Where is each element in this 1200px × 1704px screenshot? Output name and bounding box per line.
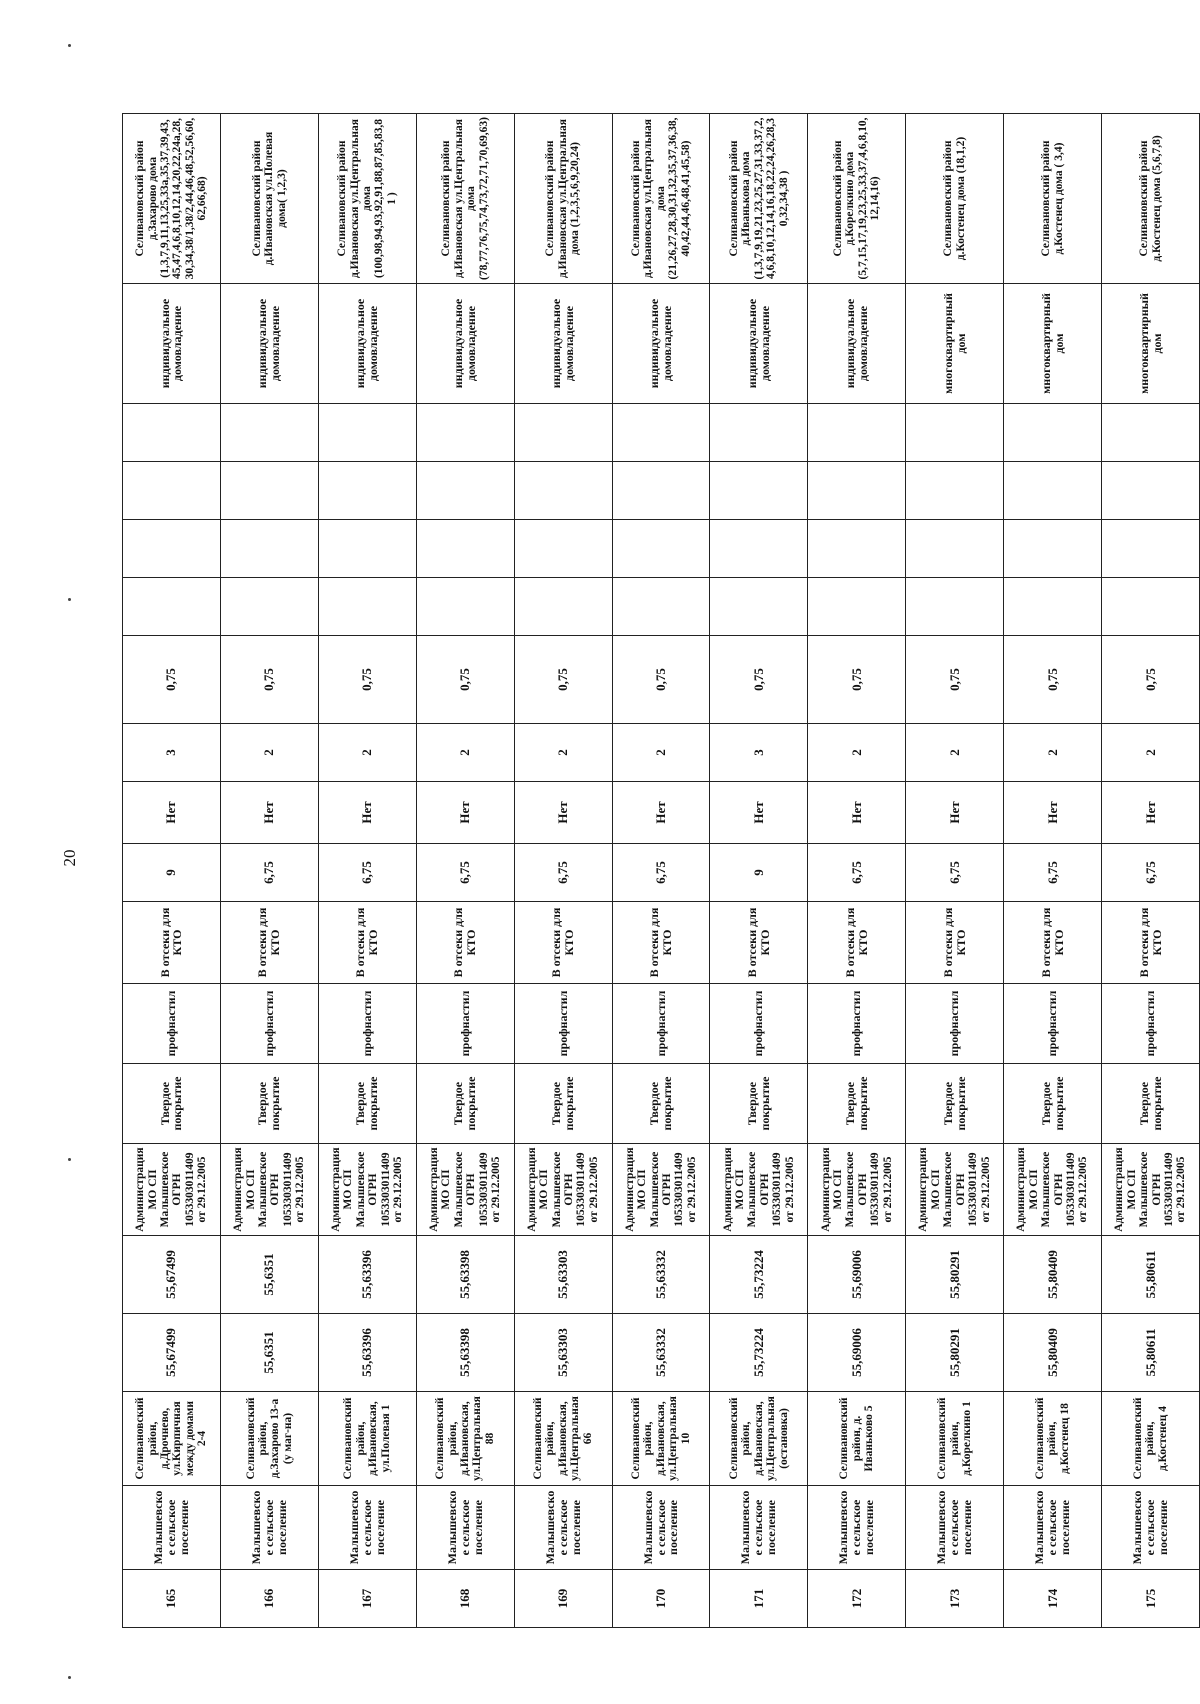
empty-cell xyxy=(612,404,710,462)
area-cell: 6,75 xyxy=(1004,844,1102,902)
location-cell: Селивановский район, д.Ивановская, ул.Центральная 88 xyxy=(416,1392,514,1486)
location-cell: Селивановский район, д. Иваньково 5 xyxy=(808,1392,906,1486)
location-cell: Селивановский район, д.Костенец 4 xyxy=(1102,1392,1200,1486)
owner-cell: Администрация МО СП Малышевское ОГРН 1053303011409 от 29.12.2005 xyxy=(220,1144,318,1236)
longitude-cell: 55,80409 xyxy=(1004,1236,1102,1314)
source-type-cell: многоквартирный дом xyxy=(1004,284,1102,404)
surface-cell: Твердое покрытие xyxy=(808,1064,906,1144)
empty-cell xyxy=(808,404,906,462)
latitude-cell: 55,73224 xyxy=(710,1314,808,1392)
location-cell: Селивановский район, д.Ивановская, ул.Центральная 10 xyxy=(612,1392,710,1486)
source-type-cell: индивидуальное домовладение xyxy=(220,284,318,404)
empty-cell xyxy=(1102,520,1200,578)
empty-cell xyxy=(710,520,808,578)
placement-cell: В отсеки для КТО xyxy=(808,902,906,984)
container-volume-cell: 0,75 xyxy=(1102,636,1200,724)
container-count-cell: 2 xyxy=(1102,724,1200,782)
waste-source-cell: Селивановский район д.Костенец дома (18,1,2) xyxy=(906,114,1004,284)
row-number: 169 xyxy=(514,1570,612,1628)
placement-cell: В отсеки для КТО xyxy=(1004,902,1102,984)
table-row xyxy=(710,114,808,1628)
canopy-cell: Нет xyxy=(808,782,906,844)
latitude-cell: 55,63396 xyxy=(318,1314,416,1392)
rotated-table-wrapper xyxy=(122,116,1200,1628)
empty-cell xyxy=(906,462,1004,520)
placement-cell: В отсеки для КТО xyxy=(318,902,416,984)
waste-source-cell: Селивановский район д.Костенец дома ( 3,4) xyxy=(1004,114,1102,284)
location-cell: Селивановский район, д.Корелкино 1 xyxy=(906,1392,1004,1486)
source-type-cell: индивидуальное домовладение xyxy=(514,284,612,404)
source-type-cell: многоквартирный дом xyxy=(1102,284,1200,404)
owner-cell: Администрация МО СП Малышевское ОГРН 1053303011409 от 29.12.2005 xyxy=(318,1144,416,1236)
empty-cell xyxy=(514,404,612,462)
container-count-cell: 2 xyxy=(318,724,416,782)
waste-source-cell: Селивановский район д.Ивановская ул.Центральная дома (78,77,76,75,74,73,72,71,70,69,63) xyxy=(416,114,514,284)
canopy-cell: Нет xyxy=(220,782,318,844)
longitude-cell: 55,63332 xyxy=(612,1236,710,1314)
fence-cell: профнастил xyxy=(612,984,710,1064)
container-volume-cell: 0,75 xyxy=(808,636,906,724)
settlement-cell: Малышевское сельское поселение xyxy=(514,1486,612,1570)
fence-cell: профнастил xyxy=(906,984,1004,1064)
scan-speck xyxy=(68,44,71,47)
fence-cell: профнастил xyxy=(220,984,318,1064)
owner-cell: Администрация МО СП Малышевское ОГРН 1053303011409 от 29.12.2005 xyxy=(1102,1144,1200,1236)
canopy-cell: Нет xyxy=(710,782,808,844)
empty-cell xyxy=(416,462,514,520)
latitude-cell: 55,69006 xyxy=(808,1314,906,1392)
longitude-cell: 55,80611 xyxy=(1102,1236,1200,1314)
owner-cell: Администрация МО СП Малышевское ОГРН 1053303011409 от 29.12.2005 xyxy=(514,1144,612,1236)
area-cell: 6,75 xyxy=(416,844,514,902)
waste-source-cell: Селивановский район д.Захарово дома (1,3,7,9,11,13,25,33а,35,37,39,43,45,47,4,6,8,10,12,14,20,22,24а,28,30,34,38/1,38/2,44,46,48,52,56,60,62,66,68) xyxy=(123,114,221,284)
placement-cell: В отсеки для КТО xyxy=(612,902,710,984)
empty-cell xyxy=(710,404,808,462)
empty-cell xyxy=(123,520,221,578)
area-cell: 9 xyxy=(123,844,221,902)
empty-cell xyxy=(710,578,808,636)
canopy-cell: Нет xyxy=(1102,782,1200,844)
settlement-cell: Малышевское сельское поселение xyxy=(612,1486,710,1570)
latitude-cell: 55,63303 xyxy=(514,1314,612,1392)
empty-cell xyxy=(123,462,221,520)
container-volume-cell: 0,75 xyxy=(123,636,221,724)
surface-cell: Твердое покрытие xyxy=(1004,1064,1102,1144)
longitude-cell: 55,63398 xyxy=(416,1236,514,1314)
longitude-cell: 55,69006 xyxy=(808,1236,906,1314)
canopy-cell: Нет xyxy=(906,782,1004,844)
row-number: 173 xyxy=(906,1570,1004,1628)
table-row xyxy=(416,114,514,1628)
area-cell: 6,75 xyxy=(220,844,318,902)
fence-cell: профнастил xyxy=(710,984,808,1064)
empty-cell xyxy=(318,520,416,578)
table-row xyxy=(808,114,906,1628)
empty-cell xyxy=(1102,578,1200,636)
empty-cell xyxy=(1004,520,1102,578)
fence-cell: профнастил xyxy=(808,984,906,1064)
scan-speck xyxy=(68,1158,71,1161)
empty-cell xyxy=(220,578,318,636)
empty-cell xyxy=(416,520,514,578)
row-number: 170 xyxy=(612,1570,710,1628)
container-volume-cell: 0,75 xyxy=(1004,636,1102,724)
empty-cell xyxy=(612,462,710,520)
latitude-cell: 55,63398 xyxy=(416,1314,514,1392)
surface-cell: Твердое покрытие xyxy=(416,1064,514,1144)
empty-cell xyxy=(1004,404,1102,462)
owner-cell: Администрация МО СП Малышевское ОГРН 1053303011409 от 29.12.2005 xyxy=(123,1144,221,1236)
row-number: 171 xyxy=(710,1570,808,1628)
canopy-cell: Нет xyxy=(1004,782,1102,844)
row-number: 166 xyxy=(220,1570,318,1628)
empty-cell xyxy=(220,404,318,462)
fence-cell: профнастил xyxy=(416,984,514,1064)
waste-source-cell: Селивановский район д.Костенец дома (5,6,7,8) xyxy=(1102,114,1200,284)
surface-cell: Твердое покрытие xyxy=(514,1064,612,1144)
longitude-cell: 55,63396 xyxy=(318,1236,416,1314)
settlement-cell: Малышевское сельское поселение xyxy=(1004,1486,1102,1570)
container-volume-cell: 0,75 xyxy=(710,636,808,724)
source-type-cell: индивидуальное домовладение xyxy=(710,284,808,404)
table-body xyxy=(123,114,1200,1628)
table-row xyxy=(906,114,1004,1628)
canopy-cell: Нет xyxy=(514,782,612,844)
empty-cell xyxy=(612,520,710,578)
scan-speck xyxy=(68,1676,71,1679)
container-volume-cell: 0,75 xyxy=(220,636,318,724)
source-type-cell: индивидуальное домовладение xyxy=(318,284,416,404)
row-number: 167 xyxy=(318,1570,416,1628)
longitude-cell: 55,6351 xyxy=(220,1236,318,1314)
empty-cell xyxy=(416,404,514,462)
area-cell: 6,75 xyxy=(906,844,1004,902)
container-volume-cell: 0,75 xyxy=(906,636,1004,724)
empty-cell xyxy=(710,462,808,520)
owner-cell: Администрация МО СП Малышевское ОГРН 1053303011409 от 29.12.2005 xyxy=(808,1144,906,1236)
placement-cell: В отсеки для КТО xyxy=(416,902,514,984)
empty-cell xyxy=(808,578,906,636)
fence-cell: профнастил xyxy=(318,984,416,1064)
empty-cell xyxy=(1004,462,1102,520)
empty-cell xyxy=(906,578,1004,636)
waste-source-cell: Селивановский район д.Ивановская ул.Центральная дома (1,2,3,5,6,9,20,24) xyxy=(514,114,612,284)
row-number: 168 xyxy=(416,1570,514,1628)
table-row xyxy=(220,114,318,1628)
fence-cell: профнастил xyxy=(123,984,221,1064)
waste-source-cell: Селивановский район д.Корелкино дома (5,7,15,17,19,23,25,33,37,4,6,8,10,12,14,16) xyxy=(808,114,906,284)
table-row xyxy=(123,114,221,1628)
area-cell: 6,75 xyxy=(808,844,906,902)
latitude-cell: 55,80611 xyxy=(1102,1314,1200,1392)
empty-cell xyxy=(808,462,906,520)
placement-cell: В отсеки для КТО xyxy=(1102,902,1200,984)
empty-cell xyxy=(514,462,612,520)
table-row xyxy=(318,114,416,1628)
area-cell: 9 xyxy=(710,844,808,902)
empty-cell xyxy=(1102,462,1200,520)
longitude-cell: 55,67499 xyxy=(123,1236,221,1314)
table-row xyxy=(1102,114,1200,1628)
placement-cell: В отсеки для КТО xyxy=(220,902,318,984)
empty-cell xyxy=(318,462,416,520)
settlement-cell: Малышевское сельское поселение xyxy=(123,1486,221,1570)
location-cell: Селивановский район, д.Ивановская, ул.Полевая 1 xyxy=(318,1392,416,1486)
location-cell: Селивановский район, д.Ивановская, ул.Центральная 66 xyxy=(514,1392,612,1486)
owner-cell: Администрация МО СП Малышевское ОГРН 1053303011409 от 29.12.2005 xyxy=(906,1144,1004,1236)
settlement-cell: Малышевское сельское поселение xyxy=(710,1486,808,1570)
surface-cell: Твердое покрытие xyxy=(710,1064,808,1144)
source-type-cell: индивидуальное домовладение xyxy=(123,284,221,404)
container-count-cell: 2 xyxy=(906,724,1004,782)
table-row xyxy=(1004,114,1102,1628)
owner-cell: Администрация МО СП Малышевское ОГРН 1053303011409 от 29.12.2005 xyxy=(1004,1144,1102,1236)
empty-cell xyxy=(318,404,416,462)
fence-cell: профнастил xyxy=(1102,984,1200,1064)
container-count-cell: 2 xyxy=(1004,724,1102,782)
placement-cell: В отсеки для КТО xyxy=(906,902,1004,984)
scan-speck xyxy=(68,598,71,601)
empty-cell xyxy=(220,462,318,520)
row-number: 174 xyxy=(1004,1570,1102,1628)
settlement-cell: Малышевское сельское поселение xyxy=(808,1486,906,1570)
latitude-cell: 55,6351 xyxy=(220,1314,318,1392)
canopy-cell: Нет xyxy=(416,782,514,844)
settlement-cell: Малышевское сельское поселение xyxy=(906,1486,1004,1570)
fence-cell: профнастил xyxy=(1004,984,1102,1064)
container-count-cell: 2 xyxy=(514,724,612,782)
empty-cell xyxy=(318,578,416,636)
canopy-cell: Нет xyxy=(318,782,416,844)
container-count-cell: 2 xyxy=(416,724,514,782)
settlement-cell: Малышевское сельское поселение xyxy=(220,1486,318,1570)
surface-cell: Твердое покрытие xyxy=(1102,1064,1200,1144)
latitude-cell: 55,67499 xyxy=(123,1314,221,1392)
empty-cell xyxy=(1102,404,1200,462)
row-number: 175 xyxy=(1102,1570,1200,1628)
surface-cell: Твердое покрытие xyxy=(123,1064,221,1144)
settlement-cell: Малышевское сельское поселение xyxy=(1102,1486,1200,1570)
waste-source-cell: Селивановский район д.Ивановская ул.Центральная дома (21,26,27,28,30,31,32,35,37,36,38,40,42,44,46,48,41,45,58) xyxy=(612,114,710,284)
empty-cell xyxy=(612,578,710,636)
empty-cell xyxy=(906,404,1004,462)
placement-cell: В отсеки для КТО xyxy=(123,902,221,984)
empty-cell xyxy=(123,404,221,462)
placement-cell: В отсеки для КТО xyxy=(514,902,612,984)
latitude-cell: 55,63332 xyxy=(612,1314,710,1392)
latitude-cell: 55,80409 xyxy=(1004,1314,1102,1392)
empty-cell xyxy=(123,578,221,636)
source-type-cell: индивидуальное домовладение xyxy=(612,284,710,404)
empty-cell xyxy=(514,520,612,578)
canopy-cell: Нет xyxy=(123,782,221,844)
table-row xyxy=(612,114,710,1628)
owner-cell: Администрация МО СП Малышевское ОГРН 1053303011409 от 29.12.2005 xyxy=(416,1144,514,1236)
area-cell: 6,75 xyxy=(1102,844,1200,902)
table-row xyxy=(514,114,612,1628)
empty-cell xyxy=(1004,578,1102,636)
container-volume-cell: 0,75 xyxy=(416,636,514,724)
container-count-cell: 3 xyxy=(123,724,221,782)
source-type-cell: многоквартирный дом xyxy=(906,284,1004,404)
location-cell: Селивановский район, д.Дрочнево, ул.Кирпичная между домами 2-4 xyxy=(123,1392,221,1486)
row-number: 172 xyxy=(808,1570,906,1628)
location-cell: Селивановский район, д.Захарово 13-а (у маг-на) xyxy=(220,1392,318,1486)
area-cell: 6,75 xyxy=(514,844,612,902)
surface-cell: Твердое покрытие xyxy=(318,1064,416,1144)
surface-cell: Твердое покрытие xyxy=(220,1064,318,1144)
row-number: 165 xyxy=(123,1570,221,1628)
empty-cell xyxy=(220,520,318,578)
location-cell: Селивановский район, д.Ивановская, ул.Центральная (остановка) xyxy=(710,1392,808,1486)
container-count-cell: 2 xyxy=(808,724,906,782)
settlement-cell: Малышевское сельское поселение xyxy=(318,1486,416,1570)
owner-cell: Администрация МО СП Малышевское ОГРН 1053303011409 от 29.12.2005 xyxy=(612,1144,710,1236)
container-count-cell: 3 xyxy=(710,724,808,782)
owner-cell: Администрация МО СП Малышевское ОГРН 1053303011409 от 29.12.2005 xyxy=(710,1144,808,1236)
longitude-cell: 55,80291 xyxy=(906,1236,1004,1314)
container-count-cell: 2 xyxy=(220,724,318,782)
empty-cell xyxy=(808,520,906,578)
longitude-cell: 55,73224 xyxy=(710,1236,808,1314)
latitude-cell: 55,80291 xyxy=(906,1314,1004,1392)
waste-source-cell: Селивановский район д.Ивановская ул.Центральная дома (100,98,94,93,92,91,88,87,85,83,81 ) xyxy=(318,114,416,284)
location-cell: Селивановский район, д.Костенец 18 xyxy=(1004,1392,1102,1486)
waste-source-cell: Селивановский район д.Ивановская ул.Полевая дома( 1,2,3) xyxy=(220,114,318,284)
empty-cell xyxy=(514,578,612,636)
container-volume-cell: 0,75 xyxy=(612,636,710,724)
surface-cell: Твердое покрытие xyxy=(906,1064,1004,1144)
page-number: 20 xyxy=(60,849,79,867)
source-type-cell: индивидуальное домовладение xyxy=(808,284,906,404)
waste-sites-table xyxy=(122,113,1200,1628)
surface-cell: Твердое покрытие xyxy=(612,1064,710,1144)
waste-source-cell: Селивановский район д.Иванькова дома (1,3,7,9,19,21,23,25,27,31,33,37,2,4,6,8,10,12,14,16,18,22,24,26,28,30,32,34,38 ) xyxy=(710,114,808,284)
canopy-cell: Нет xyxy=(612,782,710,844)
area-cell: 6,75 xyxy=(318,844,416,902)
source-type-cell: индивидуальное домовладение xyxy=(416,284,514,404)
container-volume-cell: 0,75 xyxy=(514,636,612,724)
container-volume-cell: 0,75 xyxy=(318,636,416,724)
container-count-cell: 2 xyxy=(612,724,710,782)
settlement-cell: Малышевское сельское поселение xyxy=(416,1486,514,1570)
placement-cell: В отсеки для КТО xyxy=(710,902,808,984)
empty-cell xyxy=(906,520,1004,578)
longitude-cell: 55,63303 xyxy=(514,1236,612,1314)
empty-cell xyxy=(416,578,514,636)
area-cell: 6,75 xyxy=(612,844,710,902)
fence-cell: профнастил xyxy=(514,984,612,1064)
